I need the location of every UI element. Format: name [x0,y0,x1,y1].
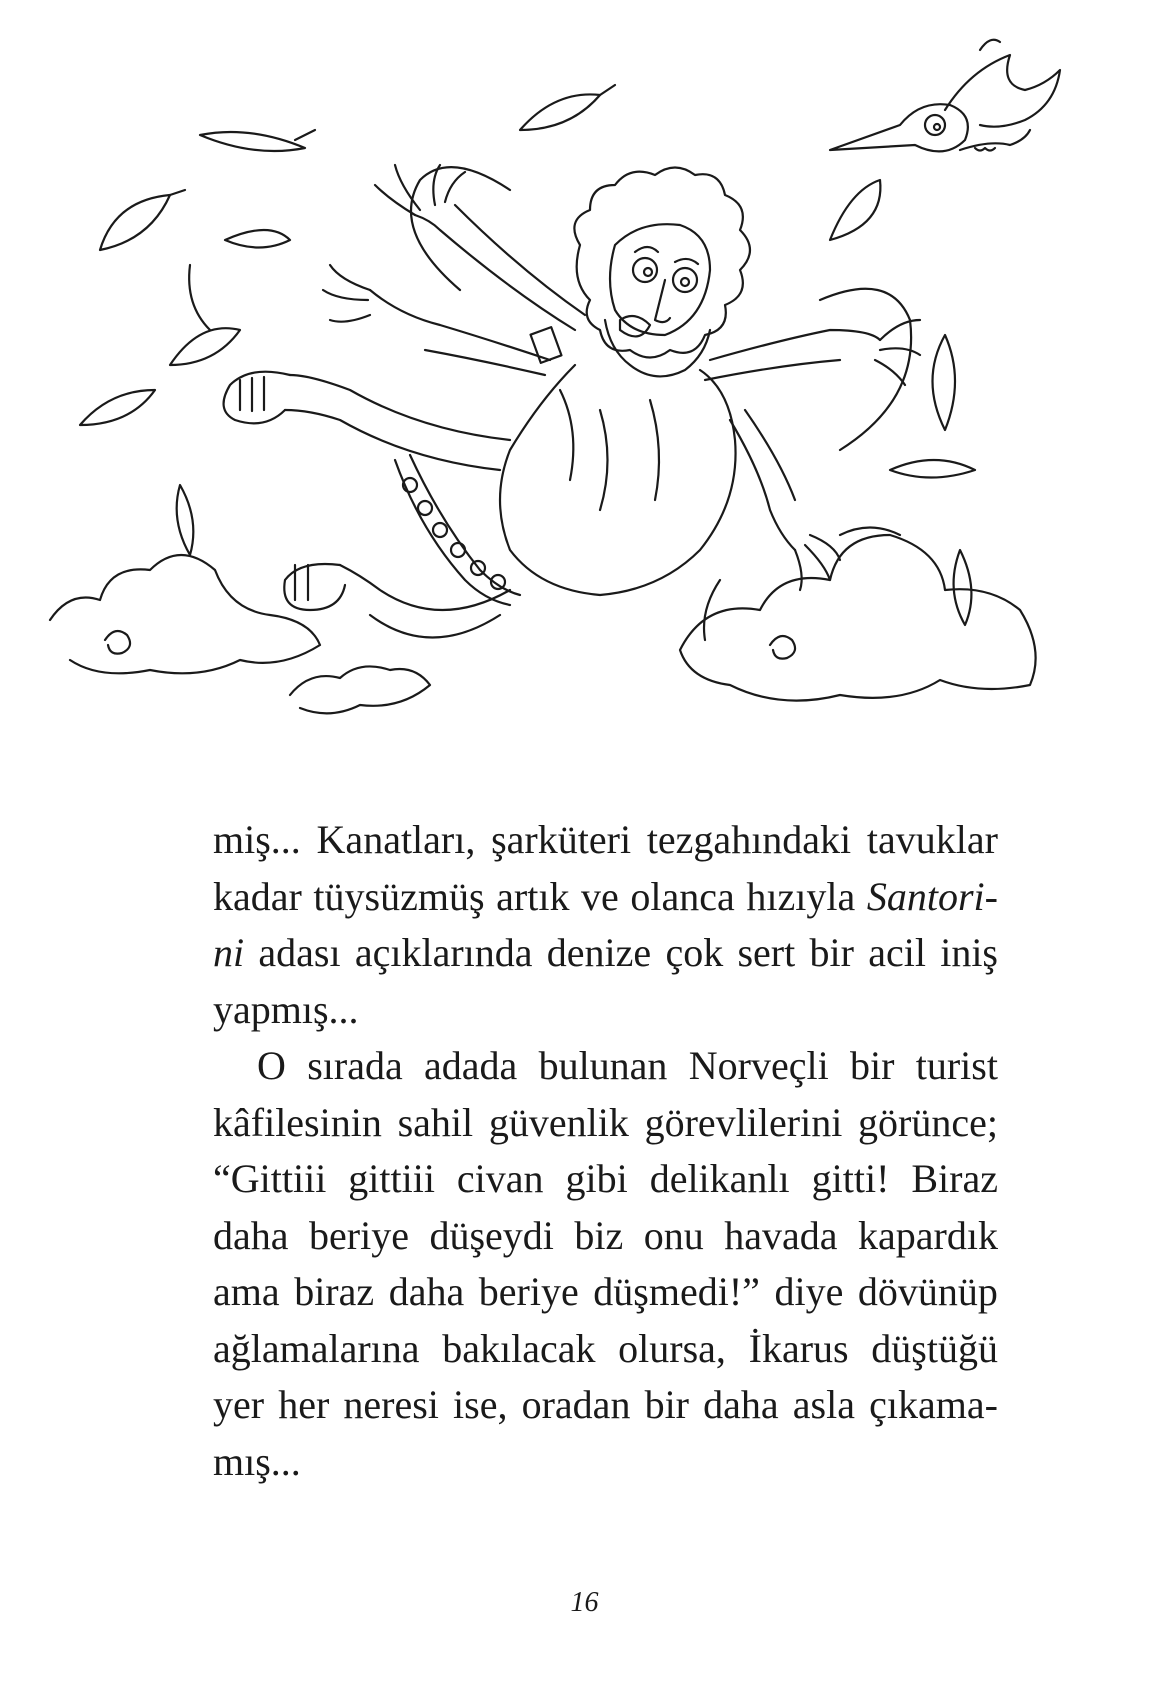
leaf-icon [954,550,972,625]
word: güvenlik [488,1099,629,1145]
leaf-icon [200,130,315,151]
word: Norveçli [688,1043,829,1088]
text-line [213,1095,998,1152]
word: dövünüp [857,1269,998,1314]
word: daha [388,1269,465,1314]
word: “Gittiii [213,1156,327,1201]
word: ni [213,930,245,975]
word: adada [424,1043,518,1088]
leaf-icon [177,485,194,555]
word: kapardık [858,1212,998,1258]
word: sahil [397,1099,474,1145]
word: ağlamalarına [213,1325,420,1371]
word: havada [724,1212,838,1258]
leaf-icon [520,85,615,130]
word: bakılacak [442,1325,596,1371]
word: gittiii [348,1156,435,1201]
word: gibi [565,1156,628,1201]
word: olanca [630,873,735,919]
word: yapmış... [213,986,359,1032]
word: çok [665,930,724,975]
text-line [213,1151,998,1208]
leaf-icon [933,335,956,430]
word: gitti! [811,1156,890,1201]
word: adası [258,930,341,975]
word: görünce; [858,1099,998,1145]
text-line [213,812,998,869]
leaf-icon [170,328,240,365]
paragraph [213,1038,998,1490]
word: bir [644,1382,689,1427]
word: hızıyla [746,873,856,919]
leaf-icon [830,180,880,240]
text-line [213,1264,998,1321]
word: bir [809,930,854,975]
word: düşmedi!” [593,1269,760,1314]
word: Kanatları, [316,817,476,862]
falling-man-figure [224,165,920,638]
bird-icon [830,40,1060,152]
text-line [213,982,998,1039]
word: ama [213,1269,280,1314]
word: iniş [940,930,998,975]
word: düşeydi [429,1212,554,1258]
word: düştüğü [871,1325,998,1371]
word: olursa, [618,1325,726,1371]
word: O [257,1043,286,1088]
word: daha [213,1212,289,1258]
text-line [213,925,998,982]
leaf-icon [704,580,720,640]
word: kadar [213,873,302,919]
leaf-icon [100,190,185,250]
leaf-icon [890,460,975,478]
word: Biraz [911,1156,998,1201]
word: İkarus [748,1325,849,1371]
text-line [213,1038,998,1095]
leaf-icon [189,265,210,330]
word: onu [643,1212,704,1258]
word: kâfilesinin [213,1099,382,1145]
icarus-falling-illustration [40,30,1140,790]
word: acil [868,930,926,975]
text-line [213,1321,998,1378]
word: delikanlı [649,1156,790,1201]
word: oradan [521,1382,631,1427]
word: tüysüzmüş [313,873,485,919]
word: tavuklar [866,817,998,862]
page-number: 16 [570,1587,599,1618]
word: tezgahındaki [646,817,852,862]
story-text [213,812,998,1490]
word: sert [737,930,796,975]
cloud-icon [290,666,430,713]
word: her [278,1382,330,1427]
word: ise, [453,1382,508,1427]
leaf-icon [225,230,290,248]
word: asla [792,1382,855,1427]
word: beriye [478,1269,579,1314]
word: açıklarında [354,930,533,975]
word: civan [456,1156,544,1201]
word: sırada [307,1043,403,1088]
word: bir [849,1043,895,1088]
word: beriye [309,1212,409,1258]
word: ve [581,873,619,919]
cloud-icon [50,555,320,673]
paragraph [213,812,998,1038]
text-line [213,869,998,926]
word: daha [703,1382,779,1427]
word: neresi [343,1382,439,1427]
word: biraz [294,1269,375,1314]
falling-man-drawing [40,30,1140,790]
word: turist [915,1043,998,1088]
cloud-icon [680,528,1036,701]
word: yer [213,1382,265,1427]
text-line [213,1434,998,1491]
text-line [213,1377,998,1434]
word: Santori- [866,873,998,919]
word: denize [546,930,652,975]
word: görevlilerini [644,1099,843,1145]
word: miş... [213,817,301,862]
word: diye [774,1269,844,1314]
word: biz [574,1212,624,1258]
word: çıkama- [869,1382,998,1427]
text-line [213,1208,998,1265]
word: mış... [213,1438,301,1484]
word: şarküteri [491,817,632,862]
word: artık [496,873,570,919]
leaf-icon [80,390,155,425]
word: bulunan [538,1043,668,1088]
